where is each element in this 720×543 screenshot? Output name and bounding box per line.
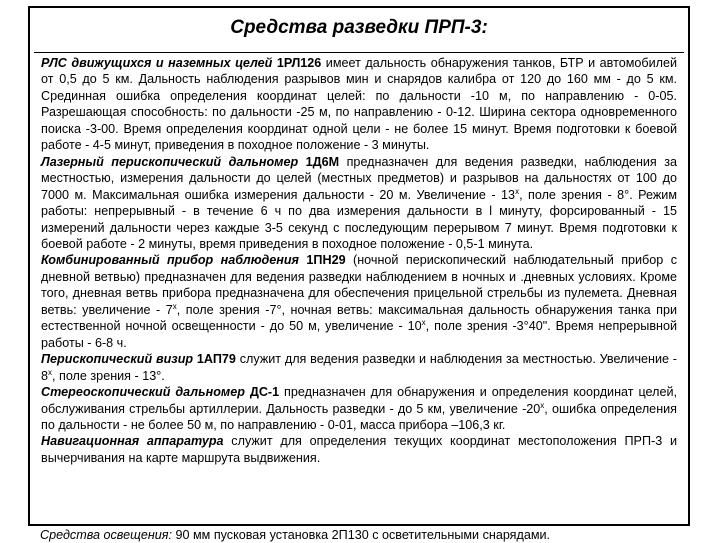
page-title: Средства разведки ПРП-3:: [230, 17, 488, 38]
section-heading: РЛС движущихся и наземных целей: [41, 56, 273, 70]
section-text: служит для определения текущих координат местоположения ПРП-3 и вычерчивания на карте маршрута выдвижения.: [41, 434, 677, 465]
section-text: служит для ведения разведки и наблюдения за местностью. Увеличение - 8: [41, 352, 678, 383]
magnification-mark: х: [515, 186, 520, 196]
title-divider: [34, 52, 684, 53]
magnification-mark: х: [540, 400, 545, 410]
section-heading: Стереоскопический дальномер: [41, 385, 245, 400]
content-body: [41, 55, 677, 466]
section-periscope: [41, 351, 677, 384]
section-text: предназначен для ведения разведки, наблюдения за местностью, измерения дальности до целей (местных предметов) и разрывов на дальностях от 100 до 7000 м. Максимальная ошибка измерения дальности - 20 м. Увеличение - 13: [41, 154, 678, 202]
device-model: 1Д6М: [305, 154, 340, 169]
section-text: предназначен для обнаружения и определения координат целей, обслуживания стрельбы артиллерии. Дальность разведки - до 5 км, увеличение -20: [41, 385, 678, 416]
section-navigation: [41, 433, 677, 466]
section-heading: Лазерный перископический дальномер: [41, 154, 299, 169]
overflow-label: Средства освещения:: [40, 528, 172, 542]
section-heading: Навигационная аппаратура: [41, 434, 224, 449]
device-model: 1АП79: [196, 352, 236, 367]
section-text: имеет дальность обнаружения танков, БТР и автомобилей от 0,5 до 5 км. Дальность наблюдения разрывов мин и снарядов калибра от 120 до 160 мм - до 5 км. Срединная ошибка определения координат целей: по дальности -10 м, по направлению - 0-05. Разрешающая способность: по дальности -25 м, по направлению - 0-12. Ширина сектора одновременного поиска -3-00. Время определения координат одной цели - не более 15 минут. Время подготовки к боевой работе - 4-5 минут, приведения в походное положение - 3 минуты.: [41, 56, 677, 153]
section-text: (ночной перископический наблюдательный прибор с дневной ветвью) предназначен для ведения разведки наблюдением в ночных и .дневных условиях. Кроме того, дневная ветвь прибора предназначена для обеспечения прицельной стрельбы из пулемета. Дневная ветвь: увеличение - 7: [41, 253, 678, 317]
section-text: , поле зрения - 13°.: [52, 368, 165, 383]
magnification-mark: х: [421, 318, 426, 328]
section-heading: Комбинированный прибор наблюдения: [41, 253, 299, 268]
magnification-mark: х: [48, 367, 53, 377]
section-text: , поле зрения - 8°. Режим работы: непрерывный - в течение 6 ч по два измерения дальности в l минуту, форсированный - 15 измерений дальности через каждые 3-5 секунд с последующим перерывом 7 минут. Время подготовки к боевой работе - 2 минуты, время приведения в походное положение - 0,5-1 минута.: [41, 187, 677, 251]
section-text: , поле зрения -3°40". Время непрерывной работы - 6-8 ч.: [41, 319, 678, 350]
section-stereo-rangefinder: [41, 384, 677, 433]
device-model: ДС-1: [249, 385, 280, 400]
section-heading: Перископический визир: [41, 352, 194, 367]
device-model: 1РЛ126: [276, 56, 322, 70]
section-text: , поле зрения -7°, ночная ветвь: максимальная дальность обнаружения танка при естественной ночной освещенности - до 50 м, увеличение - 10: [41, 302, 677, 334]
slide-frame: [28, 6, 690, 526]
overflow-text: 90 мм пусковая установка 2П130 с осветительными снарядами.: [172, 528, 551, 542]
magnification-mark: х: [172, 301, 177, 311]
overflow-line: [40, 527, 700, 543]
section-laser-rangefinder: [41, 154, 677, 253]
section-night-device: [41, 252, 677, 351]
device-model: 1ПН29: [306, 253, 346, 268]
section-text: , ошибка определения по дальности - не более 50 м, по направлению - 0-01, масса прибора –106,3 кг.: [41, 401, 677, 432]
section-radar: [41, 55, 677, 154]
